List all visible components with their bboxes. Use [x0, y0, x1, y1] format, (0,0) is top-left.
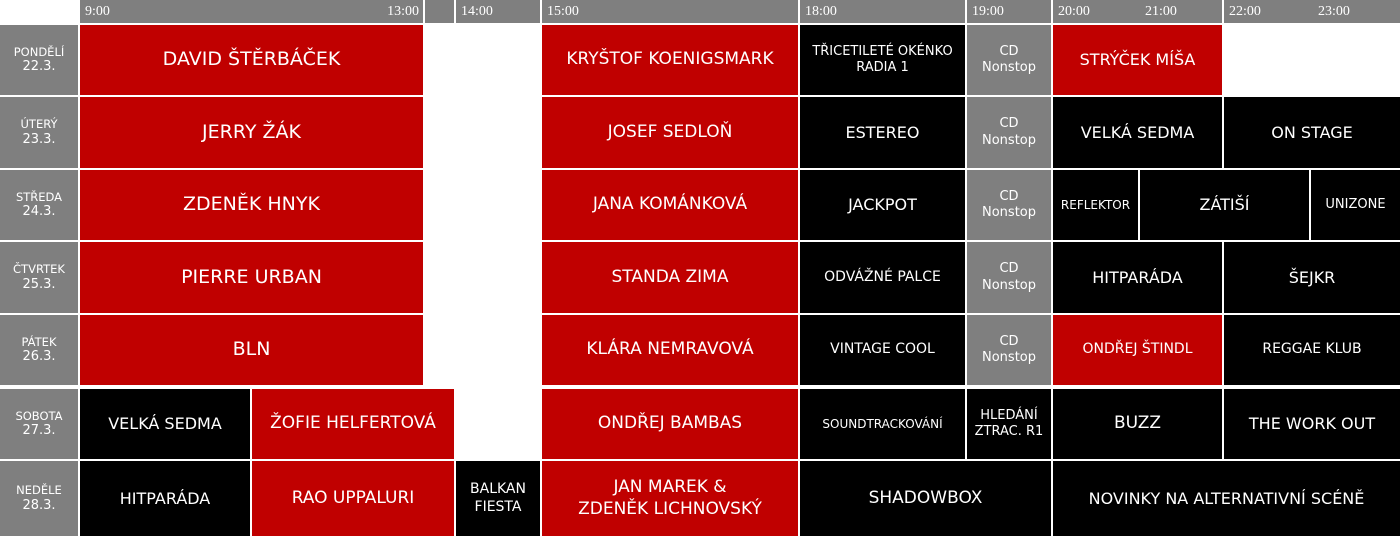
time-header-gap — [425, 0, 454, 23]
show-block[interactable]: ONDŘEJ BAMBAS — [542, 389, 798, 459]
show-block[interactable]: JERRY ŽÁK — [80, 97, 423, 168]
show-block-cd-nonstop[interactable]: CD Nonstop — [967, 315, 1051, 385]
day-date: 26.3. — [22, 349, 56, 365]
show-block[interactable]: KLÁRA NEMRAVOVÁ — [542, 315, 798, 385]
show-block[interactable]: VELKÁ SEDMA — [80, 389, 250, 459]
show-block[interactable]: NOVINKY NA ALTERNATIVNÍ SCÉNĚ — [1053, 461, 1400, 536]
day-label-sunday — [0, 461, 78, 536]
time-label: 23:00 — [1318, 4, 1350, 19]
show-block[interactable]: HITPARÁDA — [1053, 242, 1222, 313]
show-block[interactable]: ŠEJKR — [1224, 242, 1400, 313]
show-block[interactable]: ZÁTIŠÍ — [1140, 170, 1309, 240]
day-name: ÚTERÝ — [20, 117, 58, 132]
show-block[interactable]: SHADOWBOX — [800, 461, 1051, 536]
show-block[interactable]: ZDENĚK HNYK — [80, 170, 423, 240]
time-label: 21:00 — [1145, 4, 1177, 19]
show-block[interactable]: DAVID ŠTĚRBÁČEK — [80, 25, 423, 95]
show-block[interactable]: VINTAGE COOL — [800, 315, 965, 385]
day-name: SOBOTA — [15, 408, 63, 423]
day-date: 22.3. — [22, 59, 56, 75]
time-label: 13:00 — [387, 4, 419, 19]
show-block[interactable]: UNIZONE — [1311, 170, 1400, 240]
time-label: 22:00 — [1229, 4, 1261, 19]
show-block[interactable]: JACKPOT — [800, 170, 965, 240]
show-block[interactable]: BALKAN FIESTA — [456, 461, 540, 536]
time-label: 19:00 — [972, 4, 1004, 19]
show-block[interactable]: ON STAGE — [1224, 97, 1400, 168]
day-name: ČTVRTEK — [13, 262, 65, 277]
show-block[interactable]: STRÝČEK MÍŠA — [1053, 25, 1222, 95]
show-block[interactable]: PIERRE URBAN — [80, 242, 423, 313]
day-label-tuesday — [0, 97, 78, 168]
show-block[interactable]: HITPARÁDA — [80, 461, 250, 536]
time-header-9-13 — [80, 0, 423, 23]
day-label-friday — [0, 315, 78, 385]
day-label-saturday — [0, 389, 78, 459]
show-block[interactable]: ŽOFIE HELFERTOVÁ — [252, 389, 454, 459]
show-block-cd-nonstop[interactable]: CD Nonstop — [967, 242, 1051, 313]
show-block[interactable]: REFLEKTOR — [1053, 170, 1138, 240]
time-header-18 — [800, 0, 965, 23]
show-block[interactable]: BUZZ — [1053, 389, 1222, 459]
show-block[interactable]: BLN — [80, 315, 423, 385]
day-date: 23.3. — [22, 131, 56, 147]
show-block[interactable]: KRYŠTOF KOENIGSMARK — [542, 25, 798, 95]
day-date: 24.3. — [22, 204, 56, 220]
show-block[interactable]: ESTEREO — [800, 97, 965, 168]
show-block-cd-nonstop[interactable]: CD Nonstop — [967, 25, 1051, 95]
time-header-14 — [456, 0, 540, 23]
show-block-cd-nonstop[interactable]: CD Nonstop — [967, 97, 1051, 168]
show-block[interactable]: REGGAE KLUB — [1224, 315, 1400, 385]
time-label: 20:00 — [1058, 4, 1090, 19]
day-name: NEDĚLE — [16, 483, 62, 498]
show-block-cd-nonstop[interactable]: CD Nonstop — [967, 170, 1051, 240]
day-date: 25.3. — [22, 276, 56, 292]
show-block[interactable]: JANA KOMÁNKOVÁ — [542, 170, 798, 240]
show-block[interactable]: VELKÁ SEDMA — [1053, 97, 1222, 168]
day-name: STŘEDA — [15, 189, 63, 204]
time-label: 9:00 — [85, 4, 110, 19]
time-header-15 — [542, 0, 798, 23]
show-block[interactable]: HLEDÁNÍ ZTRAC. R1 — [967, 389, 1051, 459]
show-block[interactable]: STANDA ZIMA — [542, 242, 798, 313]
day-label-monday — [0, 25, 78, 95]
show-block[interactable]: TŘICETILETÉ OKÉNKO RADIA 1 — [800, 25, 965, 95]
day-label-thursday — [0, 242, 78, 313]
show-block[interactable]: SOUNDTRACKOVÁNÍ — [800, 389, 965, 459]
show-block[interactable]: JAN MAREK & ZDENĚK LICHNOVSKÝ — [542, 461, 798, 536]
show-block[interactable]: THE WORK OUT — [1224, 389, 1400, 459]
day-date: 28.3. — [22, 497, 56, 513]
day-name: PÁTEK — [21, 334, 57, 349]
day-date: 27.3. — [22, 423, 56, 439]
time-label: 14:00 — [461, 4, 493, 19]
time-header-20-21 — [1053, 0, 1222, 23]
time-label: 18:00 — [805, 4, 837, 19]
time-header-19 — [967, 0, 1051, 23]
time-header-22-23 — [1224, 0, 1400, 23]
show-block[interactable]: ONDŘEJ ŠTINDL — [1053, 315, 1222, 385]
day-name: PONDĚLÍ — [13, 44, 65, 59]
day-label-wednesday — [0, 170, 78, 240]
show-block[interactable]: ODVÁŽNÉ PALCE — [800, 242, 965, 313]
time-label: 15:00 — [547, 4, 579, 19]
show-block[interactable]: RAO UPPALURI — [252, 461, 454, 536]
show-block[interactable]: JOSEF SEDLOŇ — [542, 97, 798, 168]
